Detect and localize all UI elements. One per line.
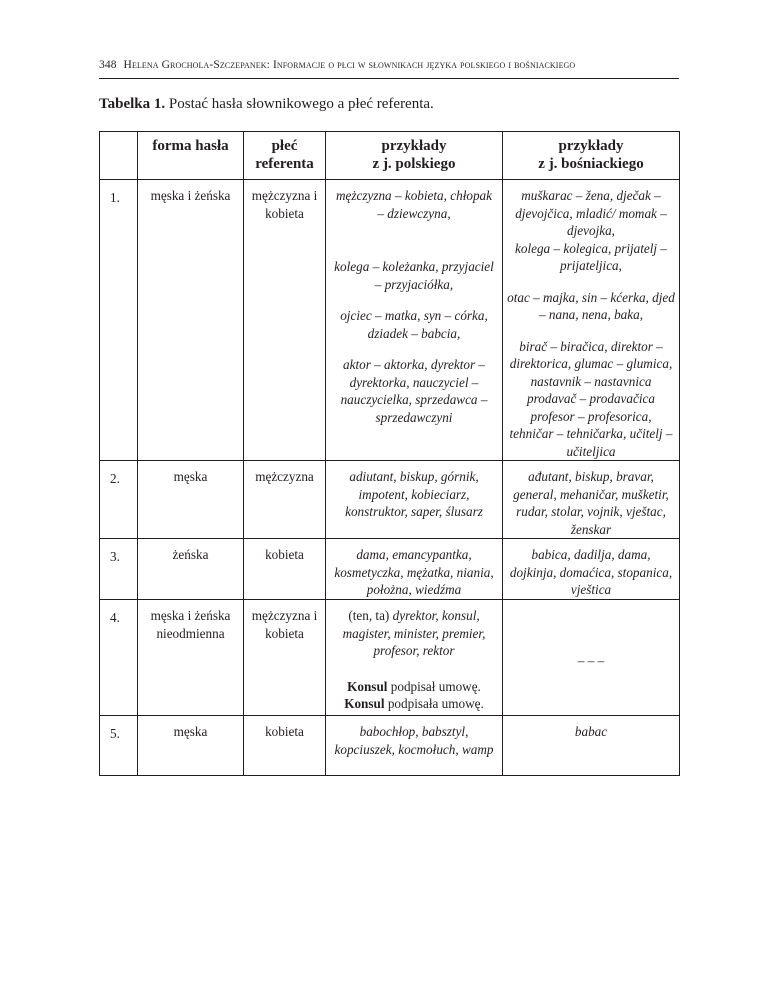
plec-cell: mężczyzna <box>244 461 326 539</box>
bs-examples-cell <box>503 180 680 461</box>
header-pl: przykłady z j. polskiego <box>326 132 503 180</box>
row-number: 3. <box>100 539 138 600</box>
table-caption <box>99 96 434 113</box>
table-row <box>100 461 680 539</box>
header-rule <box>99 78 679 79</box>
pl-block: kolega – koleżanka, przyjaciel – przyjaciółka, <box>334 259 494 292</box>
table-row <box>100 180 680 461</box>
pl-examples-cell <box>326 600 503 716</box>
running-head-title: Informacje o płci w słownikach języka polskiego i bośniackiego <box>272 59 576 71</box>
forma-cell: męska <box>138 716 244 776</box>
header-plec: płeć referenta <box>244 132 326 180</box>
plec-cell: mężczyzna i kobieta <box>244 600 326 716</box>
usage-example: Konsul podpisała umowę. <box>344 696 484 711</box>
table-row <box>100 539 680 600</box>
running-head-author: Helena Grochola-Szczepanek: <box>123 59 270 71</box>
bs-block: birač – biračica, direktor – direktorica, glumac – glumica, nastavnik – nastavnica prodavač – prodavačica profesor – profesorica, tehničar – tehničarka, učitelj – učiteljica <box>509 338 673 459</box>
page-number: 348 <box>99 59 117 71</box>
forma-cell: męska i żeńska nieodmienna <box>138 600 244 716</box>
caption-text: Postać hasła słownikowego a płeć referenta. <box>165 96 434 112</box>
bs-examples-cell: babica, dadilja, dama, dojkinja, domaćica, stopanica, vještica <box>503 539 680 600</box>
bs-examples-cell: babac <box>503 716 680 776</box>
bs-examples-cell: ađutant, biskup, bravar, general, mehaničar, mušketir, rudar, stolar, vojnik, vještac, ženskar <box>503 461 680 539</box>
pl-examples-cell: dama, emancypantka, kosmetyczka, mężatka, niania, położna, wiedźma <box>326 539 503 600</box>
forma-cell: męska i żeńska <box>138 180 244 461</box>
pl-examples-cell: adiutant, biskup, górnik, impotent, kobieciarz, konstruktor, saper, ślusarz <box>326 461 503 539</box>
forma-cell: żeńska <box>138 539 244 600</box>
article-prefix: (ten, ta) <box>348 608 390 623</box>
row-number: 4. <box>100 600 138 716</box>
plec-cell: mężczyzna i kobieta <box>244 180 326 461</box>
pl-block: mężczyzna – kobieta, chłopak – dziewczyna, <box>335 188 492 221</box>
pl-examples-cell: babochłop, babsztyl, kopciuszek, kocmołuch, wamp <box>326 716 503 776</box>
running-head <box>99 59 679 71</box>
header-forma: forma hasła <box>138 132 244 180</box>
bs-block: kolega – kolegica, prijatelj – prijateljica, <box>515 240 667 273</box>
caption-label: Tabelka 1. <box>99 96 166 112</box>
bs-block: otac – majka, sin – kćerka, djed – nana, nena, baka, <box>507 289 675 322</box>
row-number: 2. <box>100 461 138 539</box>
table-header-row <box>100 132 680 180</box>
bs-examples-cell <box>503 600 680 716</box>
forma-cell: męska <box>138 461 244 539</box>
empty-dashes: – – – <box>577 653 605 669</box>
gender-reference-table <box>99 131 680 776</box>
plec-cell: kobieta <box>244 539 326 600</box>
row-number: 5. <box>100 716 138 776</box>
header-bs: przykłady z j. bośniackiego <box>503 132 680 180</box>
pl-block: ojciec – matka, syn – córka, dziadek – babcia, <box>340 308 488 341</box>
pl-words: dyrektor, konsul, magister, minister, premier, profesor, rektor <box>342 608 486 658</box>
pl-examples-cell <box>326 180 503 461</box>
bs-block: muškarac – žena, dječak – djevojčica, mladić/ momak – djevojka, <box>515 188 667 238</box>
pl-block: aktor – aktorka, dyrektor – dyrektorka, nauczyciel – nauczycielka, sprzedawca – sprzedawczyni <box>340 357 488 425</box>
usage-example: Konsul podpisał umowę. <box>347 678 481 694</box>
table-row <box>100 600 680 716</box>
row-number: 1. <box>100 180 138 461</box>
table-row <box>100 716 680 776</box>
header-num <box>100 132 138 180</box>
plec-cell: kobieta <box>244 716 326 776</box>
pl-block <box>332 607 496 660</box>
